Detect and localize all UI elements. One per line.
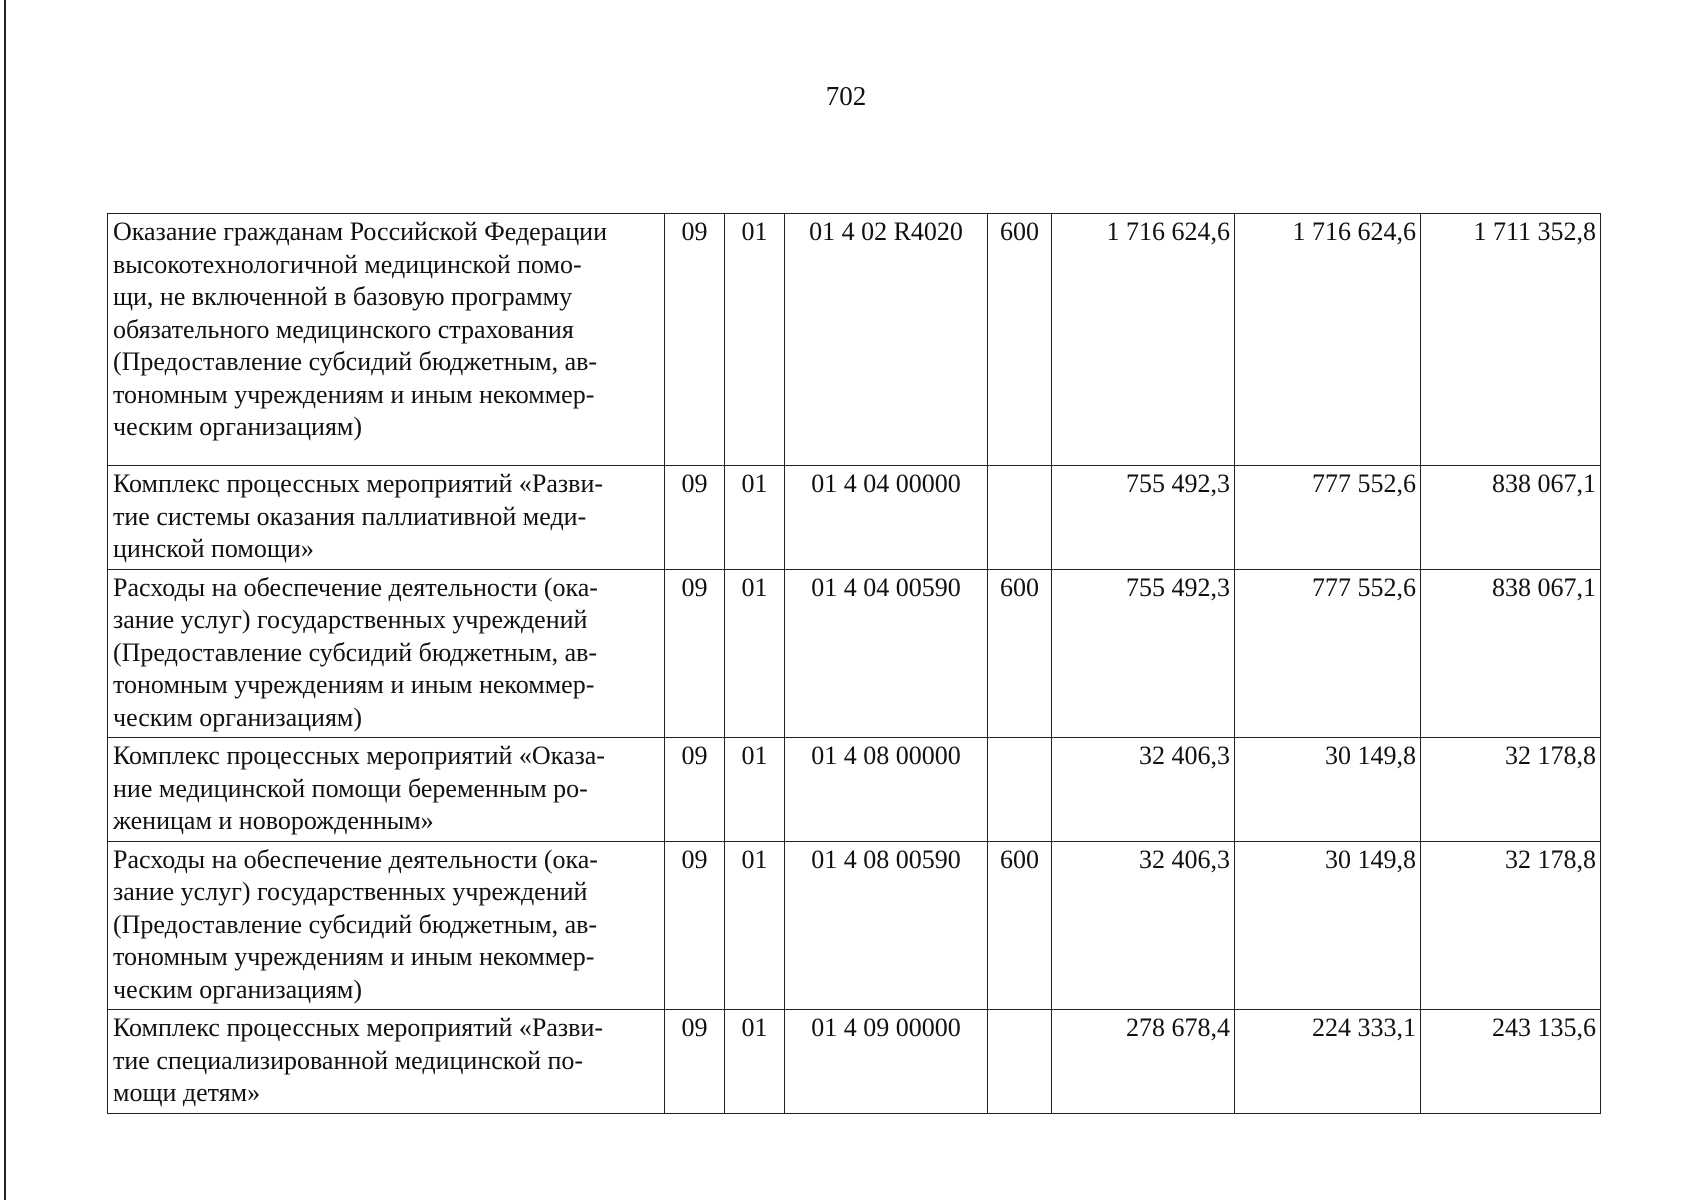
amount-2-cell: 30 149,8 [1235,841,1421,1010]
vr-cell [988,466,1052,570]
amount-1-cell: 1 716 624,6 [1052,214,1235,466]
description-line: ческим организациям) [113,412,363,441]
amount-1-cell: 278 678,4 [1052,1010,1235,1114]
rz-cell: 09 [665,466,725,570]
amount-3-cell: 243 135,6 [1421,1010,1601,1114]
csr-cell: 01 4 04 00000 [785,466,988,570]
amount-3-cell: 838 067,1 [1421,569,1601,738]
table-row [108,738,1601,842]
amount-2-cell: 30 149,8 [1235,738,1421,842]
description-line: тие системы оказания паллиативной меди- [113,501,587,531]
csr-cell: 01 4 08 00590 [785,841,988,1010]
rz-cell: 09 [665,214,725,466]
description-line: зание услуг) государственных учреждений [113,605,588,634]
description-line: щи, не включенной в базовую программу [113,282,573,311]
description-line: тономным учреждениям и иным некоммер- [113,379,595,409]
description-line: тономным учреждениям и иным некоммер- [113,942,595,971]
rz-cell: 09 [665,738,725,842]
pr-cell: 01 [725,738,785,842]
amount-2-cell: 224 333,1 [1235,1010,1421,1114]
table-row [108,214,1601,466]
rz-cell: 09 [665,569,725,738]
vr-cell [988,1010,1052,1114]
page-left-edge [4,0,6,1200]
description-line: (Предоставление субсидий бюджетным, ав- [113,347,598,376]
description-line: (Предоставление субсидий бюджетным, ав- [113,909,598,939]
amount-1-cell: 755 492,3 [1052,466,1235,570]
vr-cell: 600 [988,214,1052,466]
table-row [108,466,1601,570]
amount-3-cell: 32 178,8 [1421,738,1601,842]
description-line: Комплекс процессных мероприятий «Разви- [113,1013,604,1042]
page-number: 702 [825,81,867,111]
pr-cell: 01 [725,841,785,1010]
pr-cell: 01 [725,214,785,466]
pr-cell: 01 [725,569,785,738]
description-line: цинской помощи» [113,534,314,563]
amount-1-cell: 32 406,3 [1052,841,1235,1010]
amount-3-cell: 32 178,8 [1421,841,1601,1010]
amount-1-cell: 755 492,3 [1052,569,1235,738]
amount-3-cell: 1 711 352,8 [1421,214,1601,466]
description-line: тономным учреждениям и иным некоммер- [113,670,595,699]
description-line: мощи детям» [113,1078,261,1107]
description-cell [108,214,665,466]
csr-cell: 01 4 04 00590 [785,569,988,738]
budget-table [107,213,1601,1114]
amount-2-cell: 777 552,6 [1235,569,1421,738]
amount-2-cell: 1 716 624,6 [1235,214,1421,466]
csr-cell: 01 4 08 00000 [785,738,988,842]
description-cell [108,841,665,1010]
description-line: ние медицинской помощи беременным ро- [113,773,588,803]
rz-cell: 09 [665,841,725,1010]
amount-2-cell: 777 552,6 [1235,466,1421,570]
description-line: женицам и новорожденным» [113,806,434,835]
description-cell [108,738,665,842]
description-cell [108,569,665,738]
table-row [108,569,1601,738]
description-line: Комплекс процессных мероприятий «Разви- [113,469,604,498]
description-line: Расходы на обеспечение деятельности (ока- [113,572,598,602]
description-cell [108,466,665,570]
description-line: обязательного медицинского страхования [113,314,574,344]
vr-cell: 600 [988,569,1052,738]
description-line: зание услуг) государственных учреждений [113,877,588,906]
description-line: ческим организациям) [113,702,363,732]
description-line: (Предоставление субсидий бюджетным, ав- [113,637,598,667]
description-line: Расходы на обеспечение деятельности (ока- [113,844,598,874]
pr-cell: 01 [725,1010,785,1114]
vr-cell [988,738,1052,842]
table-row [108,1010,1601,1114]
amount-1-cell: 32 406,3 [1052,738,1235,842]
description-cell [108,1010,665,1114]
vr-cell: 600 [988,841,1052,1010]
pr-cell: 01 [725,466,785,570]
table-row [108,841,1601,1010]
description-line: ческим организациям) [113,974,363,1004]
rz-cell: 09 [665,1010,725,1114]
description-line: высокотехнологичной медицинской помо- [113,249,582,279]
amount-3-cell: 838 067,1 [1421,466,1601,570]
csr-cell: 01 4 09 00000 [785,1010,988,1114]
table-body [108,214,1601,1114]
description-line: тие специализированной медицинской по- [113,1045,584,1075]
csr-cell: 01 4 02 R4020 [785,214,988,466]
description-line: Оказание гражданам Российской Федерации [113,217,607,246]
description-line: Комплекс процессных мероприятий «Оказа- [113,741,605,770]
